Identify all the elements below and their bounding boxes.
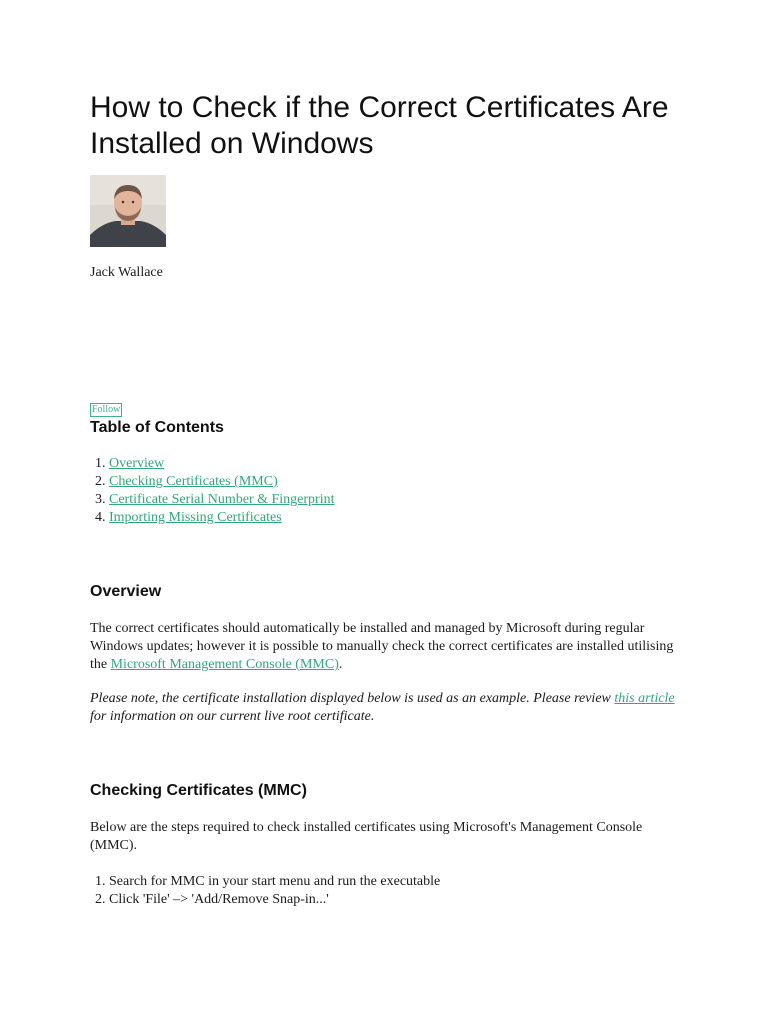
note-text: Please note, the certificate installation displayed below is used as an example. Please review	[90, 691, 615, 706]
toc-link-checking-certificates[interactable]: Checking Certificates (MMC)	[109, 474, 278, 489]
overview-paragraph	[90, 620, 680, 674]
note-text-end: for information on our current live root certificate.	[90, 709, 375, 724]
checking-heading: Checking Certificates (MMC)	[90, 782, 307, 799]
checking-intro: Below are the steps required to check installed certificates using Microsoft's Management Console (MMC).	[90, 820, 643, 853]
overview-text-end: .	[338, 657, 343, 672]
toc-link-serial-fingerprint[interactable]: Certificate Serial Number & Fingerprint	[109, 492, 335, 507]
article-title: How to Check if the Correct Certificates Are Installed on Windows	[90, 91, 669, 160]
toc-item	[109, 509, 335, 527]
author-avatar	[90, 175, 166, 247]
toc-link-importing-missing[interactable]: Importing Missing Certificates	[109, 510, 282, 525]
overview-text: The correct certificates should automatically be installed and managed by Microsoft during regular Windows updates; however it is possible to manually check the correct certificates are installed utilising the	[90, 621, 674, 672]
toc-item	[109, 491, 335, 509]
toc-list	[90, 455, 335, 527]
toc-heading: Table of Contents	[90, 419, 224, 436]
author-name: Jack Wallace	[90, 265, 163, 280]
steps-list	[90, 873, 440, 909]
overview-note	[90, 690, 680, 726]
toc-item	[109, 455, 335, 473]
toc-link-overview[interactable]: Overview	[109, 456, 165, 471]
toc-item	[109, 473, 335, 491]
step-item: 1. Search for MMC in your start menu and run the executable	[109, 873, 440, 891]
follow-button[interactable]: Follow	[92, 404, 121, 415]
mmc-link[interactable]: Microsoft Management Console (MMC)	[110, 657, 339, 672]
step-item: 2. Click 'File' –> 'Add/Remove Snap-in...'	[109, 891, 440, 909]
overview-heading: Overview	[90, 583, 162, 600]
this-article-link[interactable]: this article	[614, 691, 675, 706]
